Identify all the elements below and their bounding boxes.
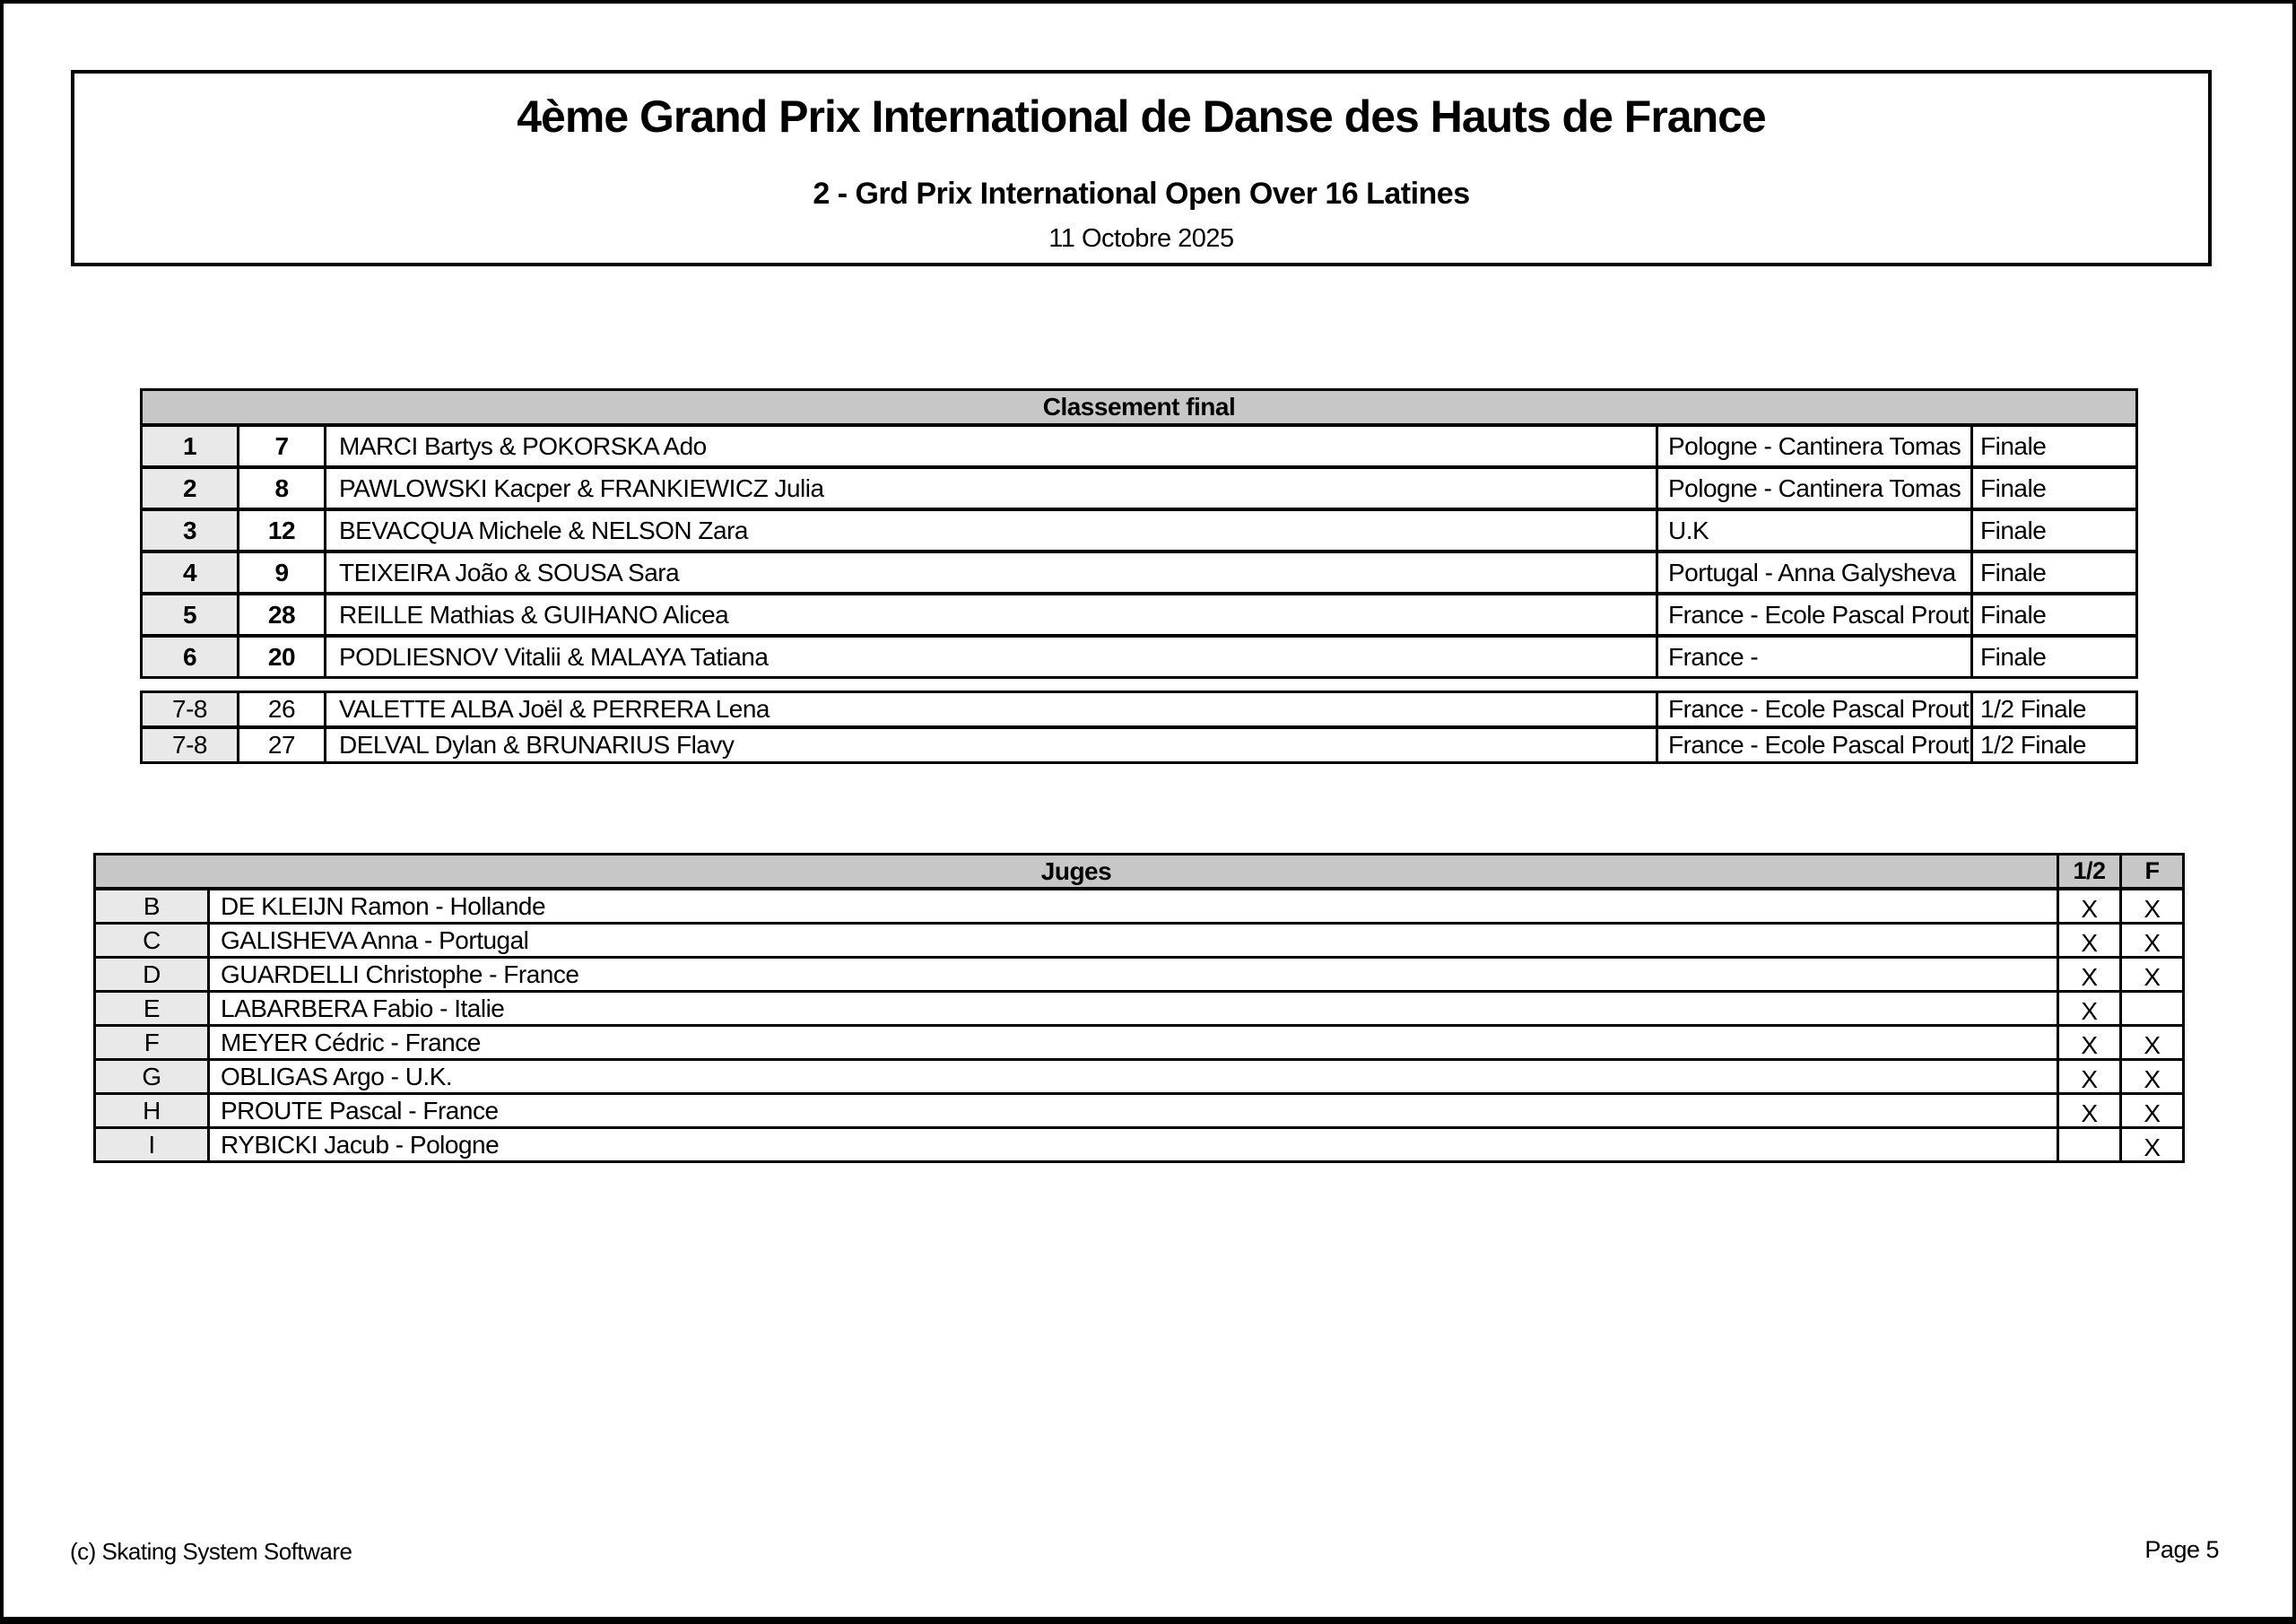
event-header-box bbox=[71, 70, 2212, 266]
number-cell: 27 bbox=[239, 729, 326, 761]
rank-cell: 7-8 bbox=[143, 729, 239, 761]
judge-row bbox=[96, 1058, 2182, 1092]
judge-row bbox=[96, 922, 2182, 956]
round-cell: Finale bbox=[1980, 516, 2047, 544]
copyright-text: (c) Skating System Software bbox=[70, 1538, 352, 1565]
judge-letter-cell: I bbox=[96, 1129, 210, 1160]
col-header-semifinal: 1/2 bbox=[2057, 855, 2119, 887]
judge-name-cell: GUARDELLI Christophe - France bbox=[221, 960, 579, 988]
judge-name-cell: DE KLEIJN Ramon - Hollande bbox=[221, 891, 546, 920]
couple-names-cell: DELVAL Dylan & BRUNARIUS Flavy bbox=[326, 729, 1658, 761]
table-row bbox=[143, 592, 2135, 634]
table-row bbox=[143, 465, 2135, 508]
semifinal-mark-cell: X bbox=[2057, 1095, 2119, 1126]
judges-title: Juges bbox=[1040, 856, 1112, 885]
event-date: 11 Octobre 2025 bbox=[1048, 223, 1234, 253]
judge-row bbox=[96, 890, 2182, 922]
number-cell: 28 bbox=[239, 595, 326, 634]
semifinal-mark-cell: X bbox=[2057, 1061, 2119, 1092]
page-number: Page 5 bbox=[2144, 1536, 2219, 1563]
couple-names-cell: MARCI Bartys & POKORSKA Ado bbox=[326, 427, 1658, 465]
judge-row bbox=[96, 990, 2182, 1024]
rank-cell: 2 bbox=[143, 469, 239, 508]
number-cell: 9 bbox=[239, 553, 326, 592]
judge-row bbox=[96, 1126, 2182, 1160]
round-cell: 1/2 Finale bbox=[1980, 731, 2086, 759]
club-cell: France - bbox=[1658, 638, 1973, 676]
judge-row bbox=[96, 1092, 2182, 1126]
classement-semifinal-table bbox=[140, 690, 2138, 764]
final-mark-cell: X bbox=[2119, 1129, 2182, 1160]
club-cell: France - Ecole Pascal Prout bbox=[1658, 693, 1973, 725]
judge-letter-cell: F bbox=[96, 1027, 210, 1058]
final-mark-cell: X bbox=[2119, 959, 2182, 990]
round-cell: Finale bbox=[1980, 642, 2047, 671]
judge-row bbox=[96, 1024, 2182, 1058]
club-cell: France - Ecole Pascal Prout bbox=[1658, 729, 1973, 761]
couple-names-cell: TEIXEIRA João & SOUSA Sara bbox=[326, 553, 1658, 592]
number-cell: 7 bbox=[239, 427, 326, 465]
classement-final-table bbox=[140, 388, 2138, 679]
semifinal-mark-cell: X bbox=[2057, 993, 2119, 1024]
table-row bbox=[143, 725, 2135, 761]
judge-letter-cell: E bbox=[96, 993, 210, 1024]
table-row bbox=[143, 508, 2135, 550]
final-mark-cell: X bbox=[2119, 925, 2182, 956]
judge-name-cell: MEYER Cédric - France bbox=[221, 1028, 481, 1056]
judge-letter-cell: G bbox=[96, 1061, 210, 1092]
number-cell: 20 bbox=[239, 638, 326, 676]
club-cell: Pologne - Cantinera Tomas bbox=[1658, 427, 1973, 465]
classement-title: Classement final bbox=[143, 391, 2135, 427]
final-mark-cell: X bbox=[2119, 1027, 2182, 1058]
couple-names-cell: PAWLOWSKI Kacper & FRANKIEWICZ Julia bbox=[326, 469, 1658, 508]
table-row bbox=[143, 427, 2135, 465]
final-mark-cell: X bbox=[2119, 1095, 2182, 1126]
judge-name-cell: RYBICKI Jacub - Pologne bbox=[221, 1130, 500, 1159]
judge-letter-cell: C bbox=[96, 925, 210, 956]
club-cell: U.K bbox=[1658, 511, 1973, 550]
rank-cell: 5 bbox=[143, 595, 239, 634]
club-cell: Portugal - Anna Galysheva bbox=[1658, 553, 1973, 592]
couple-names-cell: PODLIESNOV Vitalii & MALAYA Tatiana bbox=[326, 638, 1658, 676]
event-subtitle: 2 - Grd Prix International Open Over 16 Latines bbox=[813, 176, 1470, 211]
event-title: 4ème Grand Prix International de Danse des Hauts de France bbox=[517, 91, 1766, 142]
rank-cell: 4 bbox=[143, 553, 239, 592]
final-mark-cell: X bbox=[2119, 1061, 2182, 1092]
table-row bbox=[143, 693, 2135, 725]
rank-cell: 1 bbox=[143, 427, 239, 465]
rank-cell: 6 bbox=[143, 638, 239, 676]
judge-letter-cell: H bbox=[96, 1095, 210, 1126]
final-mark-cell bbox=[2119, 993, 2182, 1024]
semifinal-mark-cell: X bbox=[2057, 890, 2119, 922]
judge-letter-cell: B bbox=[96, 890, 210, 922]
col-header-final: F bbox=[2119, 855, 2182, 887]
round-cell: Finale bbox=[1980, 473, 2047, 502]
semifinal-mark-cell: X bbox=[2057, 1027, 2119, 1058]
judges-table bbox=[93, 853, 2185, 1163]
couple-names-cell: VALETTE ALBA Joël & PERRERA Lena bbox=[326, 693, 1658, 725]
rank-cell: 3 bbox=[143, 511, 239, 550]
judge-name-cell: OBLIGAS Argo - U.K. bbox=[221, 1062, 453, 1090]
number-cell: 12 bbox=[239, 511, 326, 550]
judge-name-cell: GALISHEVA Anna - Portugal bbox=[221, 925, 529, 954]
semifinal-mark-cell bbox=[2057, 1129, 2119, 1160]
couple-names-cell: REILLE Mathias & GUIHANO Alicea bbox=[326, 595, 1658, 634]
table-row bbox=[143, 550, 2135, 592]
round-cell: 1/2 Finale bbox=[1980, 695, 2086, 723]
judge-row bbox=[96, 956, 2182, 990]
number-cell: 8 bbox=[239, 469, 326, 508]
semifinal-mark-cell: X bbox=[2057, 959, 2119, 990]
rank-cell: 7-8 bbox=[143, 693, 239, 725]
round-cell: Finale bbox=[1980, 558, 2047, 586]
number-cell: 26 bbox=[239, 693, 326, 725]
round-cell: Finale bbox=[1980, 431, 2047, 460]
club-cell: Pologne - Cantinera Tomas bbox=[1658, 469, 1973, 508]
judge-name-cell: PROUTE Pascal - France bbox=[221, 1096, 499, 1125]
judge-name-cell: LABARBERA Fabio - Italie bbox=[221, 994, 505, 1022]
couple-names-cell: BEVACQUA Michele & NELSON Zara bbox=[326, 511, 1658, 550]
semifinal-mark-cell: X bbox=[2057, 925, 2119, 956]
final-mark-cell: X bbox=[2119, 890, 2182, 922]
judge-letter-cell: D bbox=[96, 959, 210, 990]
judges-table-header bbox=[96, 855, 2182, 890]
club-cell: France - Ecole Pascal Prout bbox=[1658, 595, 1973, 634]
round-cell: Finale bbox=[1980, 600, 2047, 629]
table-row bbox=[143, 634, 2135, 676]
